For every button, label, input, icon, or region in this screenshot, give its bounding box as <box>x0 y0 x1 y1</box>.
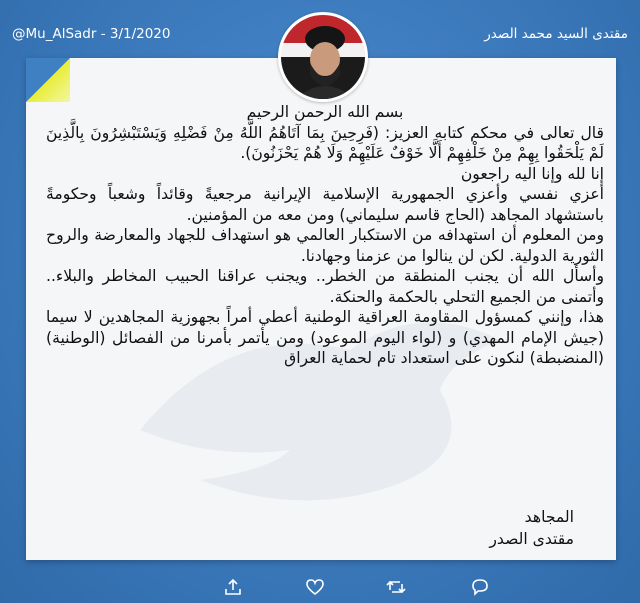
paragraph-condolences: أعزي نفسي وأعزي الجمهورية الإسلامية الإيرانية مرجعيةً وقائداً وشعباً وحكومةً باستشهاد المجاهد (الحاج قاسم سليماني) ومن معه من المؤمنين. <box>46 185 604 224</box>
share-icon[interactable] <box>223 578 243 596</box>
paragraph-order: هذا، وإنني كمسؤول المقاومة العراقية الوطنية أعطي أمراً بجهوزية المجاهدين لا سيما (جيش الإمام المهدي) و (لواء اليوم الموعود) ومن يأتمر بأمرنا من الفصائل (الوطنية) (المنضبطة) لنكون على استعداد تام لحماية العراق <box>46 308 604 367</box>
avatar[interactable] <box>278 12 368 102</box>
portrait-icon <box>281 15 365 99</box>
reply-icon[interactable] <box>470 578 490 596</box>
paragraph-condolence-formula: إنا لله وإنا اليه راجعون <box>460 164 604 183</box>
like-icon[interactable] <box>305 578 325 596</box>
signature-name: مقتدى الصدر <box>489 530 574 548</box>
author-name[interactable]: مقتدى السيد محمد الصدر <box>484 26 628 42</box>
folded-corner-cut <box>26 58 70 102</box>
signature-block <box>489 506 574 550</box>
account-handle-date[interactable]: @Mu_AlSadr - 3/1/2020 <box>12 26 171 42</box>
tweet-actions <box>0 570 640 603</box>
signature-title: المجاهد <box>524 508 574 526</box>
retweet-icon[interactable] <box>386 578 406 596</box>
basmala: بسم الله الرحمن الرحيم <box>246 103 404 121</box>
paragraph-prayer: وأسأل الله أن يجنب المنطقة من الخطر.. ويجنب عراقنا الحبيب المخاطر والبلاء.. وأتمنى من الجميع التحلي بالحكمة والحنكة. <box>46 267 604 306</box>
paragraph-targeting: ومن المعلوم أن استهدافه من الاستكبار العالمي هو استهداف للجهاد والمعارضة والروح الثورية الدولية. لكن لن ينالوا من عزمنا وجهادنا. <box>46 226 604 265</box>
paragraph-verse: قال تعالى في محكم كتابه العزيز: (فَرِحِينَ بِمَا آتَاهُمُ اللَّهُ مِنْ فَضْلِهِ وَيَسْتَبْشِرُونَ بِالَّذِينَ لَمْ يَلْحَقُوا بِهِمْ مِنْ خَلْفِهِمْ أَلَّا خَوْفٌ عَلَيْهِمْ وَلَا هُمْ يَحْزَنُونَ). <box>46 123 604 162</box>
letter-body <box>46 102 604 369</box>
